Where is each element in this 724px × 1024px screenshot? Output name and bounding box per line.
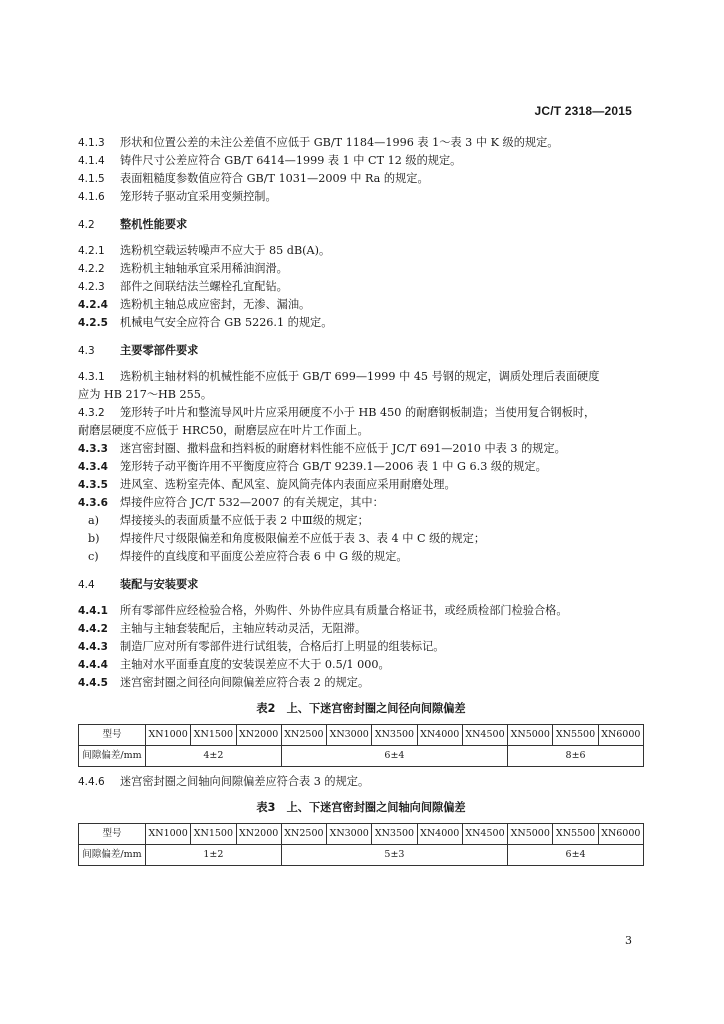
clause-number: 4.1.4 <box>78 155 105 167</box>
clause-text: 进风室、选粉室壳体、配风室、旋风筒壳体内表面应采用耐磨处理。 <box>120 478 456 491</box>
clause-text: 形状和位置公差的未注公差值不应低于 GB/T 1184—1996 表 1～表 3 中 K 级的规定。 <box>120 136 559 149</box>
table-cell: 8±6 <box>508 746 644 767</box>
table-header-cell: 间隙偏差/mm <box>79 746 146 767</box>
table-cell: XN5000 <box>508 824 553 845</box>
clause-text: 选粉机主轴轴承宜采用稀油润滑。 <box>120 262 288 275</box>
clause-text: 应为 HB 217～HB 255。 <box>78 388 213 401</box>
clause-4-2-2 <box>78 260 644 278</box>
table-row-models <box>79 824 644 845</box>
list-text: 焊接件的直线度和平面度公差应符合表 6 中 G 级的规定。 <box>120 550 408 563</box>
clause-text: 表面粗糙度参数值应符合 GB/T 1031—2009 中 Ra 的规定。 <box>120 172 429 185</box>
table-cell: XN1000 <box>146 824 191 845</box>
list-text: 焊接接头的表面质量不应低于表 2 中Ⅲ级的规定； <box>120 514 369 527</box>
clause-4-1-4 <box>78 152 644 170</box>
clause-4-3-4 <box>78 458 644 476</box>
table-cell: XN4500 <box>462 824 507 845</box>
clause-text: 主轴与主轴套装配后，主轴应转动灵活，无阻滞。 <box>120 622 367 635</box>
table-cell: 1±2 <box>146 845 282 866</box>
table-cell: XN2000 <box>236 725 281 746</box>
table-cell: XN3000 <box>327 824 372 845</box>
clause-number: 4.1.3 <box>78 137 105 149</box>
clause-number: 4.3.2 <box>78 407 105 419</box>
clause-number: 4.2.5 <box>78 317 108 329</box>
clause-4-3-6 <box>78 494 644 512</box>
clause-number: 4.3.6 <box>78 497 108 509</box>
clause-4-4-5 <box>78 674 644 692</box>
list-item-a <box>78 512 644 530</box>
clause-4-3-1 <box>78 368 644 386</box>
clause-text: 铸件尺寸公差应符合 GB/T 6414—1999 表 1 中 CT 12 级的规定。 <box>120 154 462 167</box>
table-cell: XN3500 <box>372 824 417 845</box>
clause-text: 耐磨层硬度不应低于 HRC50，耐磨层应在叶片工作面上。 <box>78 424 369 437</box>
section-heading-4-4 <box>78 576 644 594</box>
table-row-gap <box>79 845 644 866</box>
section-title: 装配与安装要求 <box>120 578 199 591</box>
clause-4-1-6 <box>78 188 644 206</box>
table-3-caption: 表3 上、下迷宫密封圈之间轴向间隙偏差 <box>256 801 466 814</box>
clause-4-3-2-continued <box>78 422 644 440</box>
table-cell: XN1000 <box>146 725 191 746</box>
table-header-cell: 型号 <box>79 824 146 845</box>
table-cell: XN1500 <box>191 824 236 845</box>
clause-text: 笼形转子动平衡许用不平衡度应符合 GB/T 9239.1—2006 表 1 中 G 6.3 级的规定。 <box>120 460 547 473</box>
table-header-cell: 型号 <box>79 725 146 746</box>
clause-number: 4.2.3 <box>78 281 105 293</box>
section-heading-4-2 <box>78 216 644 234</box>
clause-text: 迷宫密封圈、撒料盘和挡料板的耐磨材料性能不应低于 JC/T 691—2010 中表 3 的规定。 <box>120 442 566 455</box>
table-cell: XN3000 <box>327 725 372 746</box>
clause-4-1-3 <box>78 134 644 152</box>
clause-number: 4.2.2 <box>78 263 105 275</box>
clause-number: 4.4.4 <box>78 659 108 671</box>
table-cell: XN2500 <box>281 725 326 746</box>
clause-number: 4.3.5 <box>78 479 108 491</box>
table-cell: XN2000 <box>236 824 281 845</box>
table-cell: XN5000 <box>508 725 553 746</box>
clause-number: 4.2.4 <box>78 299 108 311</box>
table-cell: XN4500 <box>462 725 507 746</box>
clause-number: 4.4.2 <box>78 623 108 635</box>
clause-text: 笼形转子驱动宜采用变频控制。 <box>120 190 277 203</box>
table-cell: XN6000 <box>598 824 643 845</box>
clause-4-3-1-continued <box>78 386 644 404</box>
section-heading-4-3 <box>78 342 644 360</box>
clause-4-3-3 <box>78 440 644 458</box>
clause-text: 机械电气安全应符合 GB 5226.1 的规定。 <box>120 316 333 329</box>
clause-number: 4.1.5 <box>78 173 105 185</box>
table-cell: XN2500 <box>281 824 326 845</box>
clause-4-4-1 <box>78 602 644 620</box>
clause-number: 4.4.5 <box>78 677 108 689</box>
table-cell: 4±2 <box>146 746 282 767</box>
section-number: 4.3 <box>78 345 95 357</box>
clause-text: 制造厂应对所有零部件进行试组装，合格后打上明显的组装标记。 <box>120 640 445 653</box>
page-number: 3 <box>625 934 632 947</box>
clause-text: 迷宫密封圈之间轴向间隙偏差应符合表 3 的规定。 <box>120 775 370 788</box>
table-2-caption: 表2 上、下迷宫密封圈之间径向间隙偏差 <box>256 702 466 715</box>
table-cell: XN5500 <box>553 824 598 845</box>
clause-number: 4.4.3 <box>78 641 108 653</box>
clause-number: 4.4.6 <box>78 776 105 788</box>
clause-text: 所有零部件应经检验合格，外购件、外协件应具有质量合格证书，或经质检部门检验合格。 <box>120 604 568 617</box>
table-2 <box>78 724 644 767</box>
clause-4-1-5 <box>78 170 644 188</box>
clause-4-4-2 <box>78 620 644 638</box>
table-cell: XN1500 <box>191 725 236 746</box>
list-label: a) <box>88 514 100 527</box>
table-row-models <box>79 725 644 746</box>
clause-text: 笼形转子叶片和整流导风叶片应采用硬度不小于 HB 450 的耐磨钢板制造；当使用复合钢板时， <box>120 406 596 419</box>
table-cell: 6±4 <box>281 746 507 767</box>
clause-4-4-6 <box>78 773 644 791</box>
list-item-b <box>78 530 644 548</box>
clause-text: 选粉机主轴材料的机械性能不应低于 GB/T 699—1999 中 45 号钢的规定，调质处理后表面硬度 <box>120 370 600 383</box>
clause-text: 选粉机空载运转噪声不应大于 85 dB(A)。 <box>120 244 331 257</box>
table-cell: XN4000 <box>417 824 462 845</box>
clause-number: 4.3.1 <box>78 371 105 383</box>
clause-number: 4.3.4 <box>78 461 108 473</box>
section-title: 整机性能要求 <box>120 218 188 231</box>
table-cell: XN5500 <box>553 725 598 746</box>
section-title: 主要零部件要求 <box>120 344 199 357</box>
clause-4-2-3 <box>78 278 644 296</box>
table-header-cell: 间隙偏差/mm <box>79 845 146 866</box>
table-cell: XN4000 <box>417 725 462 746</box>
clause-text: 部件之间联结法兰螺栓孔宜配钻。 <box>120 280 288 293</box>
clause-text: 迷宫密封圈之间径向间隙偏差应符合表 2 的规定。 <box>120 676 370 689</box>
list-item-c <box>78 548 644 566</box>
table-cell: 5±3 <box>281 845 507 866</box>
clause-4-4-3 <box>78 638 644 656</box>
clause-4-2-4 <box>78 296 644 314</box>
clause-number: 4.4.1 <box>78 605 108 617</box>
clause-number: 4.3.3 <box>78 443 108 455</box>
clause-text: 选粉机主轴总成应密封，无渗、漏油。 <box>120 298 311 311</box>
standard-code: JC/T 2318—2015 <box>534 104 632 118</box>
clause-text: 主轴对水平面垂直度的安装误差应不大于 0.5/1 000。 <box>120 658 390 671</box>
table-3 <box>78 823 644 866</box>
clause-4-4-4 <box>78 656 644 674</box>
list-text: 焊接件尺寸级限偏差和角度极限偏差不应低于表 3、表 4 中 C 级的规定； <box>120 532 486 545</box>
clause-text: 焊接件应符合 JC/T 532—2007 的有关规定，其中： <box>120 496 384 509</box>
list-label: c) <box>88 550 99 563</box>
table-cell: XN6000 <box>598 725 643 746</box>
clause-number: 4.1.6 <box>78 191 105 203</box>
section-number: 4.2 <box>78 219 95 231</box>
table-cell: 6±4 <box>508 845 644 866</box>
document-body <box>78 134 644 866</box>
section-number: 4.4 <box>78 579 95 591</box>
clause-4-3-2 <box>78 404 644 422</box>
table-cell: XN3500 <box>372 725 417 746</box>
list-label: b) <box>88 532 100 545</box>
clause-4-3-5 <box>78 476 644 494</box>
clause-number: 4.2.1 <box>78 245 105 257</box>
table-row-gap <box>79 746 644 767</box>
clause-4-2-1 <box>78 242 644 260</box>
clause-4-2-5 <box>78 314 644 332</box>
